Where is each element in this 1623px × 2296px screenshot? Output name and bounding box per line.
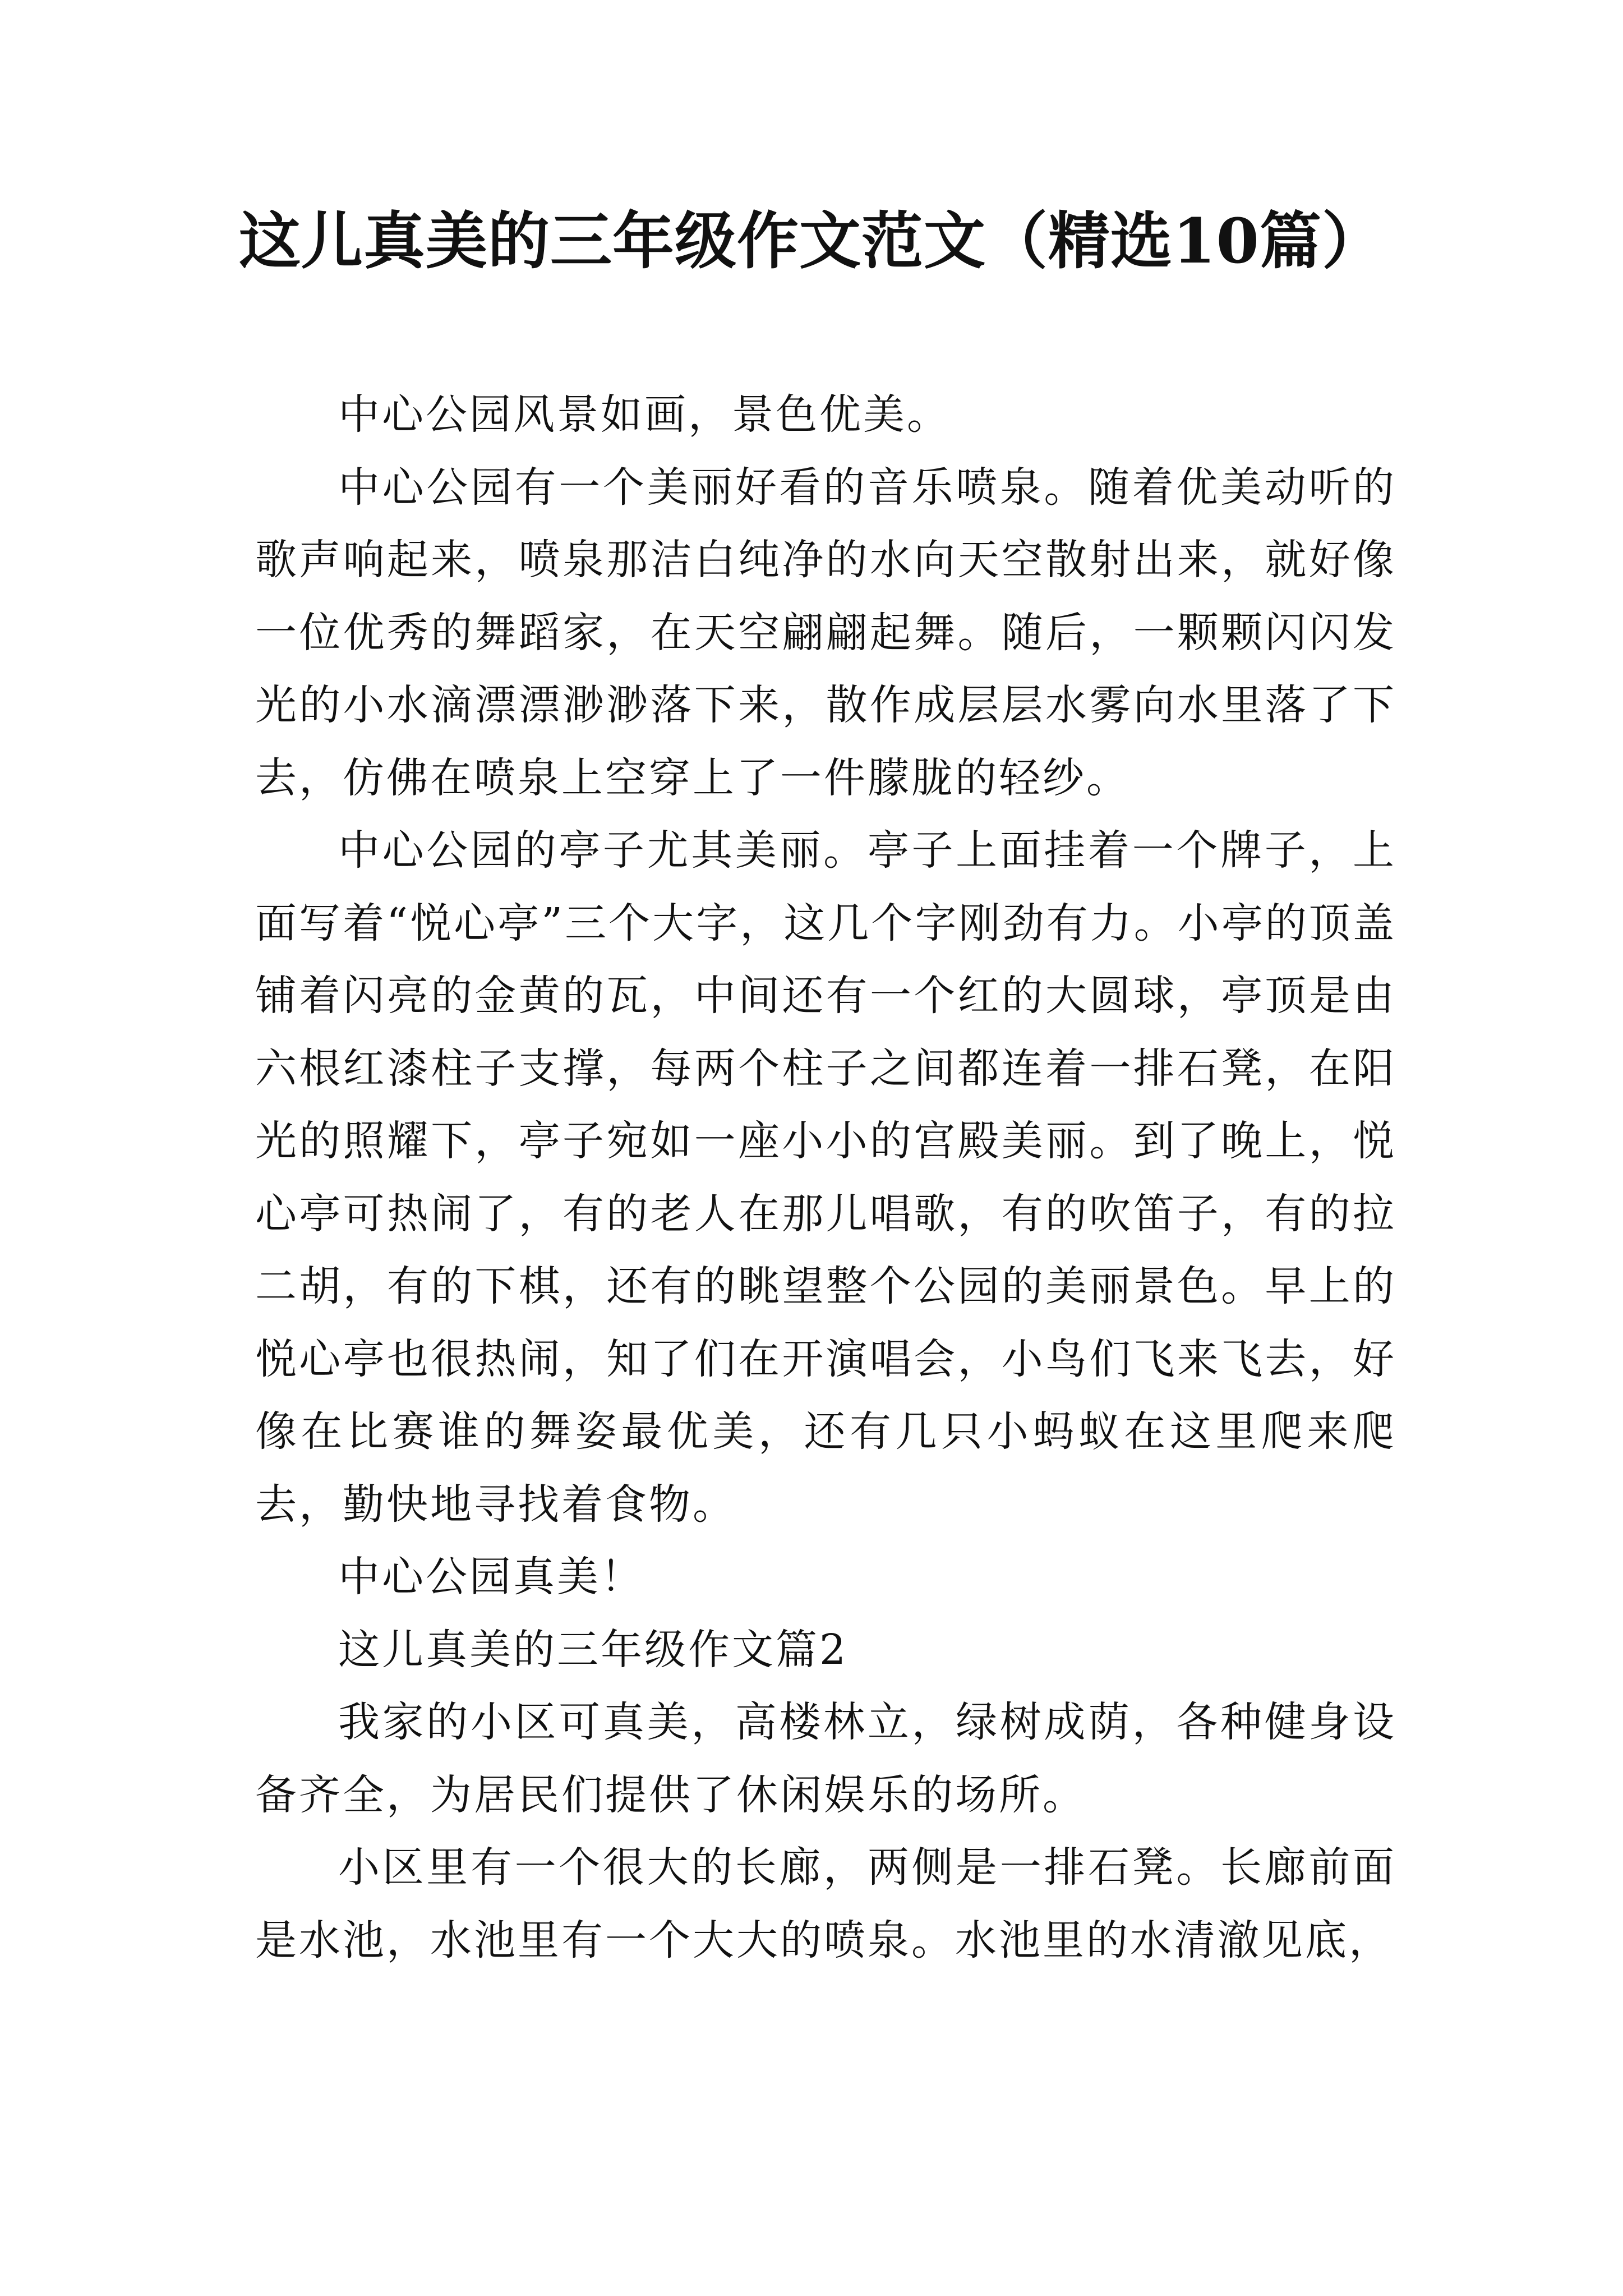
document-body xyxy=(255,379,1396,1977)
paragraph-intro: 中心公园风景如画，景色优美。 xyxy=(338,390,951,439)
paragraph-pavilion: 中心公园的亭子尤其美丽。亭子上面挂着一个牌子，上面写着“悦心亭”三个大字，这几个字刚劲有力。小亭的顶盖铺着闪亮的金黄的瓦，中间还有一个红的大圆球，亭顶是由六根红漆柱子支撑，每两个柱子之间都连着一排石凳，在阳光的照耀下，亭子宛如一座小小的宫殿美丽。到了晚上，悦心亭可热闹了，有的老人在那儿唱歌，有的吹笛子，有的拉二胡，有的下棋，还有的眺望整个公园的美丽景色。早上的悦心亭也很热闹，知了们在开演唱会，小鸟们飞来飞去，好像在比赛谁的舞姿最优美，还有几只小蚂蚁在这里爬来爬去，勤快地寻找着食物。 xyxy=(255,826,1396,1529)
document-title: 这儿真美的三年级作文范文（精选10篇） xyxy=(238,205,1385,277)
paragraph-corridor: 小区里有一个很大的长廊，两侧是一排石凳。长廊前面是水池，水池里有一个大大的喷泉。水池里的水清澈见底， xyxy=(255,1843,1396,1964)
paragraph-community: 我家的小区可真美，高楼林立，绿树成荫，各种健身设备齐全，为居民们提供了休闲娱乐的场所。 xyxy=(255,1698,1396,1819)
paragraph-conclusion: 中心公园真美！ xyxy=(338,1553,644,1601)
essay-2-heading: 这儿真美的三年级作文篇2 xyxy=(338,1625,849,1674)
paragraph-fountain: 中心公园有一个美丽好看的音乐喷泉。随着优美动听的歌声响起来，喷泉那洁白纯净的水向天空散射出来，就好像一位优秀的舞蹈家，在天空翩翩起舞。随后，一颗颗闪闪发光的小水滴漂漂渺渺落下来，散作成层层水雾向水里落了下去，仿佛在喷泉上空穿上了一件朦胧的轻纱。 xyxy=(255,463,1396,802)
